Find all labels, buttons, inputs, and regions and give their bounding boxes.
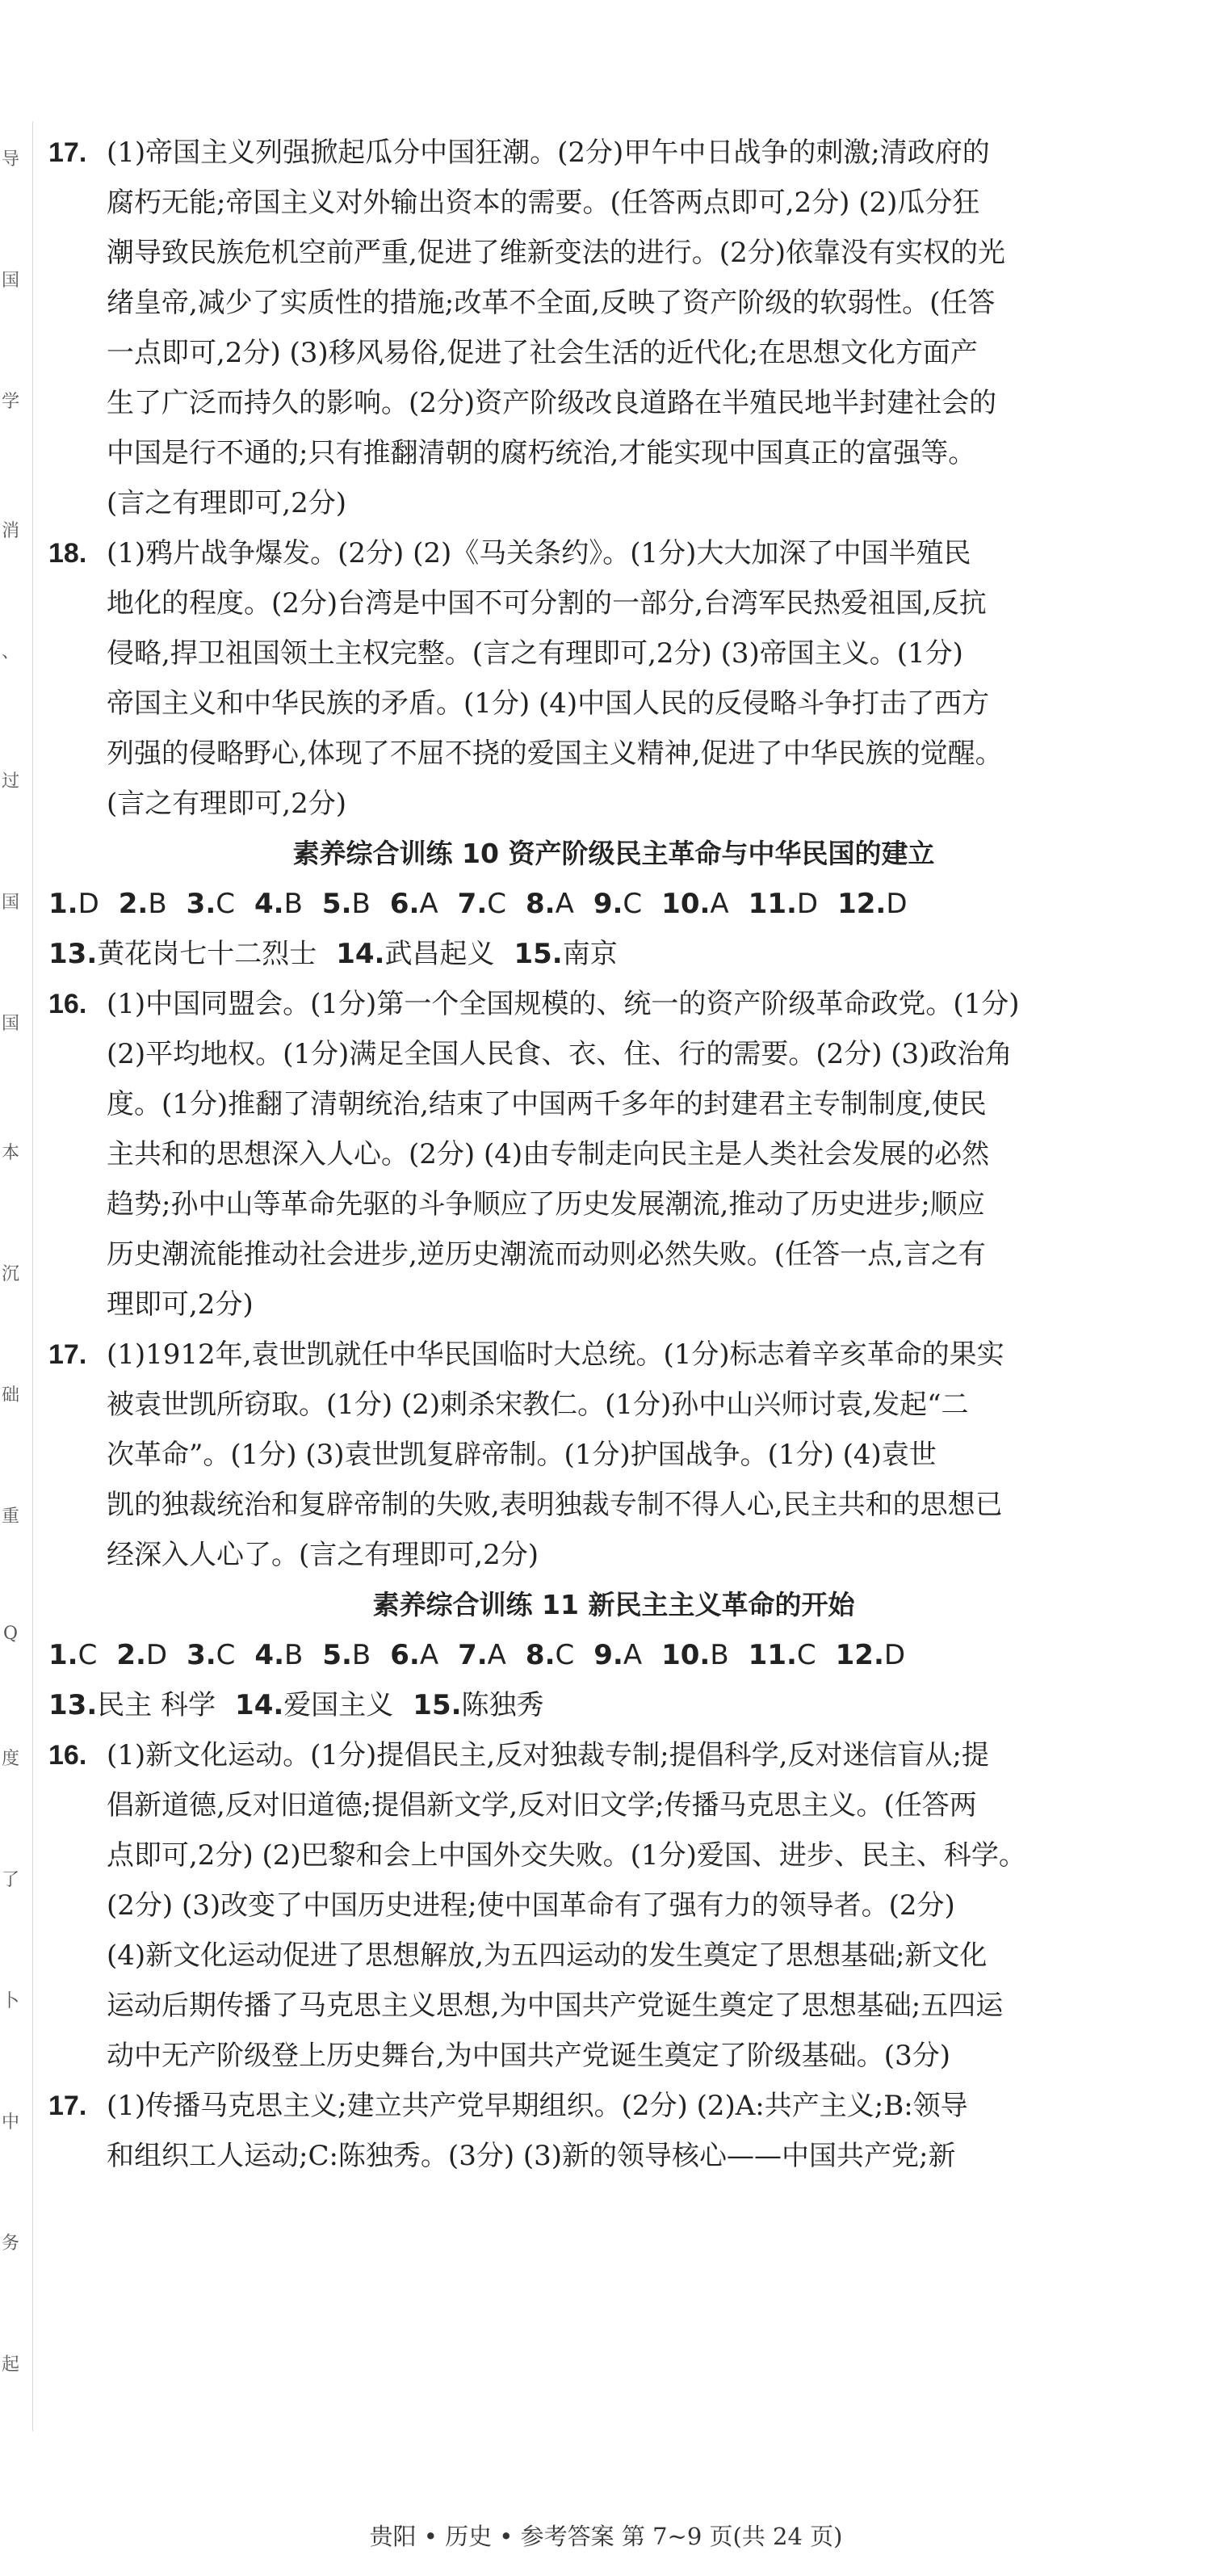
short-answer [526,888,574,920]
answer-line: (2分) (3)改变了中国历史进程;使中国革命有了强有力的领导者。(2分) [107,1889,955,1922]
answer-line: 被袁世凯所窃取。(1分) (2)刺杀宋教仁。(1分)孙中山兴师讨袁,发起“二 [107,1389,969,1421]
margin-fragment: 国 [1,1014,19,1034]
question-number: 16. [48,989,87,1019]
answer-lines [107,128,1179,528]
short-answer [837,888,907,920]
margin-fragment: 起 [1,2355,19,2375]
answer-key: 14. [235,1689,284,1721]
answer-line: 一点即可,2分) (3)移风易俗,促进了社会生活的近代化;在思想文化方面产 [107,337,978,369]
answer-key: 11. [748,1639,797,1671]
answer-value: A [710,888,729,920]
short-answer [458,1639,506,1671]
answer-key: 12. [835,1639,884,1671]
margin-fragment: 卜 [1,1991,19,2011]
answer-value: C [216,888,235,920]
answer-line: 绪皇帝,减少了实质性的措施;改革不全面,反映了资产阶级的软弱性。(任答 [107,287,996,319]
short-answer [593,1639,642,1671]
short-answer [187,888,235,920]
short-answer [661,888,729,920]
answer-value: D [796,888,819,920]
short-answer [116,1639,167,1671]
answer-key: 8. [525,1639,556,1671]
answer-value: 武昌起义 [384,938,495,970]
question-17-part1 [48,128,1179,528]
answer-key: 2. [118,888,149,920]
answer-lines [107,2081,1179,2181]
answer-key: 5. [322,1639,352,1671]
short-answer [119,888,167,920]
answer-value: A [555,888,574,920]
answer-value: 黄花岗七十二烈士 [97,938,317,970]
page-footer: 贵阳 • 历史 • 参考答案 第 7~9 页(共 24 页) [369,2523,843,2550]
answer-line: 潮导致民族危机空前严重,促进了维新变法的进行。(2分)依靠没有实权的光 [107,237,1005,269]
answer-value: 爱国主义 [283,1689,394,1721]
answer-key: 9. [593,888,623,920]
answer-line: 地化的程度。(2分)台湾是中国不可分割的一部分,台湾军民热爱祖国,反抗 [107,587,987,620]
section-heading-10: 素养综合训练 10 资产阶级民主革命与中华民国的建立 [292,838,935,869]
answer-value: D [78,888,99,920]
mc-answers-10 [48,879,1179,929]
short-answer [390,888,438,920]
question-17-s10 [48,1330,1179,1580]
answer-lines [107,528,1179,829]
question-16-s10 [48,979,1179,1330]
margin-fragment: 础 [1,1385,19,1406]
answer-line: (言之有理即可,2分) [107,487,346,519]
answer-value: 民主 科学 [97,1689,216,1721]
answer-line: 凯的独裁统治和复辟帝制的失败,表明独裁专制不得人心,民主共和的思想已 [107,1489,1003,1521]
short-answer [749,888,818,920]
short-answer [254,888,303,920]
answer-value: D [883,1639,906,1671]
question-17-s11 [48,2081,1179,2181]
short-answer [48,1639,97,1671]
margin-fragment: 度 [1,1749,19,1769]
answer-lines [107,1730,1179,2081]
answer-key: 12. [837,888,887,920]
answer-line: 动中无产阶级登上历史舞台,为中国共产党诞生奠定了阶级基础。(3分) [107,2040,950,2072]
short-answer [322,1639,371,1671]
answer-value: A [623,1639,643,1671]
answer-value: C [796,1639,816,1671]
answer-line: (4)新文化运动促进了思想解放,为五四运动的发生奠定了思想基础;新文化 [107,1939,988,1972]
question-number: 17. [48,1339,87,1370]
answer-value: A [487,1639,506,1671]
answer-line: (1)新文化运动。(1分)提倡民主,反对独裁专制;提倡科学,反对迷信盲从;提 [107,1739,989,1771]
answer-value: B [710,1639,729,1671]
answer-line: (1)帝国主义列强掀起瓜分中国狂潮。(2分)甲午中日战争的刺激;清政府的 [107,137,990,169]
answer-line: (1)中国同盟会。(1分)第一个全国规模的、统一的资产阶级革命政党。(1分) [107,988,1020,1020]
answer-value: D [145,1639,168,1671]
answer-lines [107,1330,1179,1580]
section-heading-11: 素养综合训练 11 新民主主义革命的开始 [372,1589,855,1620]
answer-key: 13. [48,938,98,970]
answer-line: (2)平均地权。(1分)满足全国人民食、衣、住、行的需要。(2分) (3)政治角 [107,1038,1013,1070]
question-number: 16. [48,1740,87,1771]
answer-key: 9. [593,1639,623,1671]
answer-line: 列强的侵略野心,体现了不屈不挠的爱国主义精神,促进了中华民族的觉醒。 [107,738,1003,770]
answer-key: 5. [321,888,352,920]
answer-value: C [623,888,643,920]
answer-line: 历史潮流能推动社会进步,逆历史潮流而动则必然失败。(任答一点,言之有 [107,1238,986,1271]
answer-key: 13. [48,1689,98,1721]
answer-value: D [886,888,908,920]
short-answer [48,888,99,920]
margin-fragment: 、 [1,642,19,662]
answer-value: A [419,888,438,920]
short-answer [336,938,494,970]
margin-fragment: 沉 [1,1264,19,1284]
short-answer [187,1639,235,1671]
question-16-s11 [48,1730,1179,2081]
answer-key: 10. [661,888,711,920]
question-number: 18. [48,538,87,569]
answer-key: 6. [389,888,420,920]
short-answer [514,938,617,970]
answer-value: C [216,1639,236,1671]
answer-key: 8. [525,888,556,920]
margin-fragment: 导 [1,149,19,170]
answer-key: 11. [748,888,797,920]
margin-fragment: 了 [1,1870,19,1890]
short-answer [390,1639,438,1671]
fill-answers-10 [48,929,1179,979]
answer-line: 倡新道德,反对旧道德;提倡新文学,反对旧文学;传播马克思主义。(任答两 [107,1789,977,1822]
answer-key: 6. [390,1639,420,1671]
answer-line: (1)1912年,袁世凯就任中华民国临时大总统。(1分)标志着辛亥革命的果实 [107,1338,1004,1371]
answer-line: (1)鸦片战争爆发。(2分) (2)《马关条约》。(1分)大大加深了中国半殖民 [107,537,971,569]
margin-fragment: 国 [1,271,19,291]
short-answer [48,938,317,970]
answer-value: B [148,888,167,920]
mc-answers-11 [48,1630,1179,1680]
margin-rule [32,121,33,2431]
answer-line: (言之有理即可,2分) [107,788,346,820]
answer-key: 3. [187,1639,216,1671]
margin-fragment: 过 [1,771,19,792]
answer-line: 点即可,2分) (2)巴黎和会上中国外交失败。(1分)爱国、进步、民主、科学。 [107,1839,1026,1872]
answer-line: 经深入人心了。(言之有理即可,2分) [107,1539,539,1571]
answer-key: 10. [661,1639,711,1671]
answer-value: C [487,888,506,920]
short-answer [458,888,506,920]
short-answer [254,1639,303,1671]
left-margin-fragments [0,0,24,2576]
answer-key: 7. [457,888,488,920]
margin-fragment: 本 [1,1143,19,1163]
margin-fragment: 中 [1,2112,19,2133]
answer-value: 南京 [562,938,618,970]
short-answer [749,1639,816,1671]
answer-line: 帝国主义和中华民族的矛盾。(1分) (4)中国人民的反侵略斗争打击了西方 [107,687,990,720]
answer-line: 主共和的思想深入人心。(2分) (4)由专制走向民主是人类社会发展的必然 [107,1138,990,1170]
margin-fragment: 重 [1,1507,19,1527]
answer-key: 4. [254,1639,284,1671]
short-answer [836,1639,905,1671]
answer-value: B [284,1639,304,1671]
answer-line: 生了广泛而持久的影响。(2分)资产阶级改良道路在半殖民地半封建社会的 [107,387,997,419]
question-number: 17. [48,137,87,168]
answer-value: C [555,1639,575,1671]
short-answer [593,888,642,920]
short-answer [526,1639,574,1671]
answer-value: A [419,1639,439,1671]
answer-line: 中国是行不通的;只有推翻清朝的腐朽统治,才能实现中国真正的富强等。 [107,437,976,469]
answer-line: 和组织工人运动;C:陈独秀。(3分) (3)新的领导核心——中国共产党;新 [107,2140,956,2172]
short-answer [322,888,371,920]
short-answer [48,1689,216,1721]
answer-key: 4. [254,888,284,920]
answer-line: 次革命”。(1分) (3)袁世凯复辟帝制。(1分)护国战争。(1分) (4)袁世 [107,1439,937,1471]
short-answer [661,1639,729,1671]
answer-key: 15. [514,938,563,970]
answer-value: B [351,888,371,920]
short-answer [235,1689,393,1721]
answer-key: 3. [186,888,216,920]
answer-line: 趋势;孙中山等革命先驱的斗争顺应了历史发展潮流,推动了历史进步;顺应 [107,1188,985,1221]
answer-key: 7. [458,1639,488,1671]
answer-key: 1. [48,888,78,920]
answer-value: B [351,1639,371,1671]
question-18 [48,528,1179,829]
short-answer [413,1689,543,1721]
answer-lines [107,979,1179,1330]
answer-content [48,128,1179,2181]
margin-fragment: 消 [1,521,19,541]
answer-line: 度。(1分)推翻了清朝统治,结束了中国两千多年的封建君主专制制度,使民 [107,1088,987,1120]
answer-key: 14. [336,938,385,970]
answer-line: 腐朽无能;帝国主义对外输出资本的需要。(任答两点即可,2分) (2)瓜分狂 [107,187,980,219]
answer-key: 15. [413,1689,462,1721]
answer-key: 2. [116,1639,146,1671]
question-number: 17. [48,2091,87,2121]
answer-line: (1)传播马克思主义;建立共产党早期组织。(2分) (2)A:共产主义;B:领导 [107,2090,968,2122]
margin-fragment: 学 [1,392,19,412]
margin-fragment: 国 [1,893,19,913]
answer-value: B [283,888,303,920]
fill-answers-11 [48,1680,1179,1730]
margin-fragment: Q [2,1624,19,1644]
answer-key: 1. [48,1639,78,1671]
answer-value: 陈独秀 [461,1689,544,1721]
answer-line: 侵略,捍卫祖国领土主权完整。(言之有理即可,2分) (3)帝国主义。(1分) [107,637,963,670]
answer-value: C [78,1639,98,1671]
answer-line: 运动后期传播了马克思主义思想,为中国共产党诞生奠定了思想基础;五四运 [107,1990,1004,2022]
margin-fragment: 务 [1,2234,19,2254]
answer-line: 理即可,2分) [107,1288,254,1321]
